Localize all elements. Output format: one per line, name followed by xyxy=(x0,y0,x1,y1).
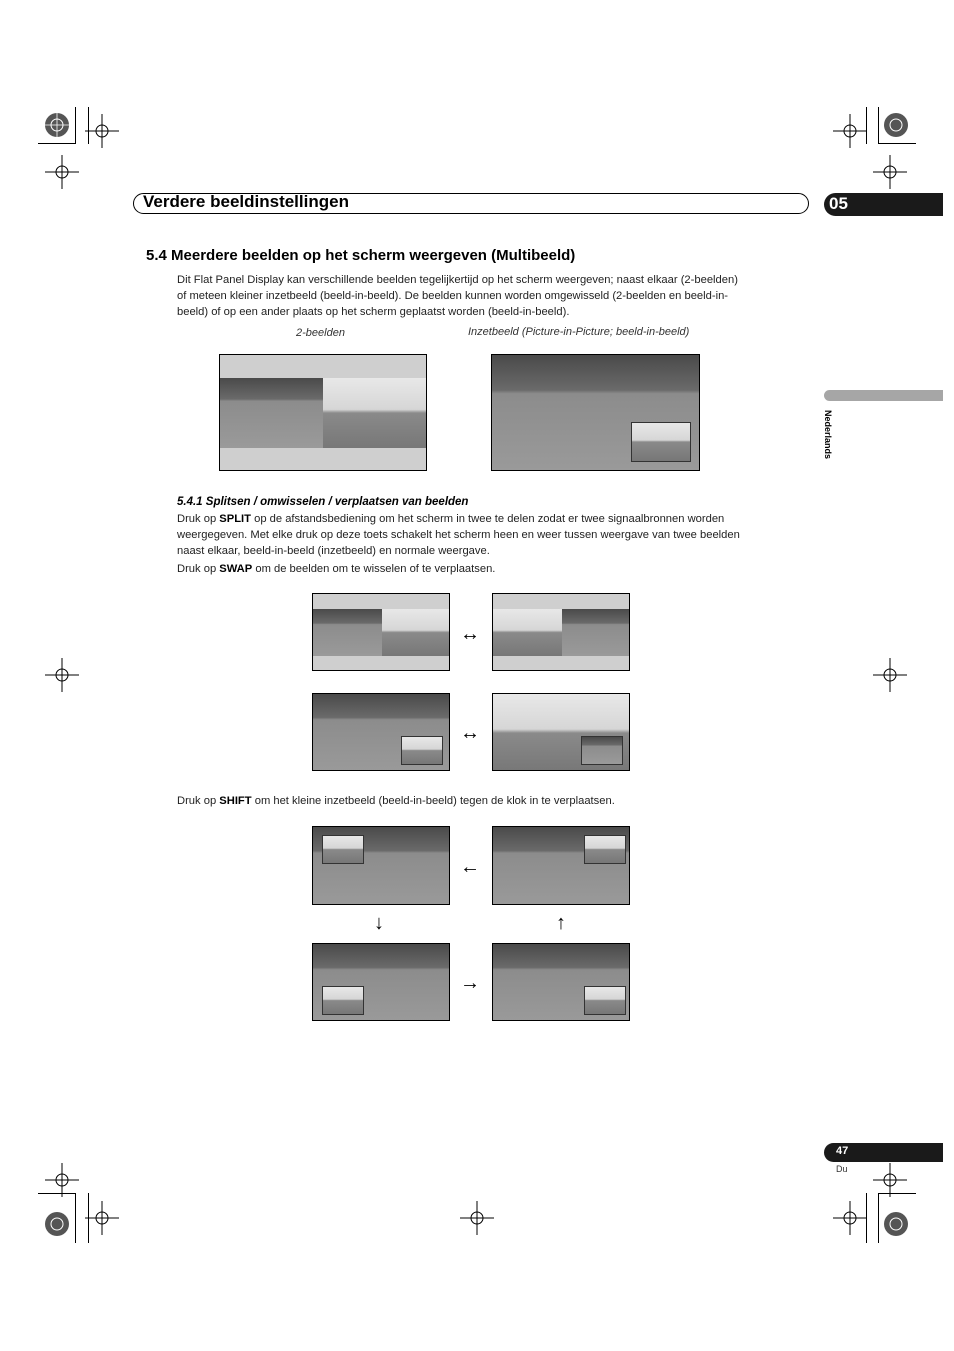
shift-pip-top-right xyxy=(492,826,630,905)
crosshair-icon xyxy=(85,1201,119,1235)
split-line: naast elkaar, beeld-in-beeld (inzetbeeld) en normale weergave. xyxy=(177,545,490,557)
language-label: Nederlands xyxy=(823,410,833,460)
subsection-heading: 5.4.1 Splitsen / omwisselen / verplaatsen van beelden xyxy=(177,496,469,508)
section-heading: 5.4 Meerdere beelden op het scherm weergeven (Multibeeld) xyxy=(146,247,576,264)
page-number: 47 xyxy=(836,1145,849,1157)
pip-illustration xyxy=(491,354,700,471)
arrow-lr-icon: ↔ xyxy=(460,623,480,645)
registration-mark-icon xyxy=(879,1207,913,1241)
crosshair-icon xyxy=(45,155,79,189)
shift-pip-bottom-right xyxy=(492,943,630,1021)
language-tab xyxy=(824,390,943,401)
crosshair-icon xyxy=(833,114,867,148)
caption-pip: Inzetbeeld (Picture-in-Picture; beeld-in-beeld) xyxy=(468,326,690,338)
swap-key: SWAP xyxy=(219,563,253,575)
swap-split-before xyxy=(312,593,450,671)
arrow-down-icon: ↓ xyxy=(374,912,384,934)
crosshair-icon xyxy=(45,1163,79,1197)
caption-split: 2-beelden xyxy=(296,327,345,339)
page-language-code: Du xyxy=(836,1164,848,1174)
swap-pip-after xyxy=(492,693,630,771)
registration-mark-icon xyxy=(879,108,913,142)
arrow-left-icon: ← xyxy=(460,856,480,878)
shift-key: SHIFT xyxy=(219,795,252,807)
split-screen-illustration xyxy=(219,354,427,471)
intro-line: beeld) of op een ander plaats op het scherm geplaatst worden (beeld-in-beeld). xyxy=(177,306,570,318)
arrow-up-icon: ↑ xyxy=(556,912,566,934)
arrow-right-icon: → xyxy=(460,972,480,994)
registration-mark-icon xyxy=(40,1207,74,1241)
intro-line: Dit Flat Panel Display kan verschillende beelden tegelijkertijd op het scherm weergeven; naast elkaar (2-beelden) xyxy=(177,274,738,286)
swap-pip-before xyxy=(312,693,450,771)
crosshair-icon xyxy=(85,114,119,148)
shift-paragraph: Druk op SHIFT om het kleine inzetbeeld (beeld-in-beeld) tegen de klok in te verplaatsen. xyxy=(177,795,615,807)
split-line: weergegeven. Met elke druk op deze toets schakelt het scherm heen en weer tussen weergave van twee beelden xyxy=(177,529,740,541)
crop-line xyxy=(75,107,76,144)
crosshair-icon xyxy=(45,658,79,692)
split-paragraph xyxy=(177,511,809,559)
intro-paragraph xyxy=(177,272,809,320)
split-key: SPLIT xyxy=(219,513,251,525)
crop-line xyxy=(38,143,76,144)
crosshair-icon xyxy=(833,1201,867,1235)
crop-line xyxy=(878,143,916,144)
crop-line xyxy=(75,1193,76,1243)
page-title: Verdere beeldinstellingen xyxy=(143,192,349,211)
swap-split-after xyxy=(492,593,630,671)
intro-line: of meteen kleiner inzetbeeld (beeld-in-beeld). De beelden kunnen worden omgewisseld (2-beelden en beeld-in- xyxy=(177,290,729,302)
shift-pip-bottom-left xyxy=(312,943,450,1021)
registration-mark-icon xyxy=(40,108,74,142)
crosshair-icon xyxy=(873,155,907,189)
crosshair-icon xyxy=(873,658,907,692)
crosshair-icon xyxy=(460,1201,494,1235)
chapter-number: 05 xyxy=(829,194,848,213)
swap-paragraph: Druk op SWAP om de beelden om te wisselen of te verplaatsen. xyxy=(177,563,496,575)
shift-pip-top-left xyxy=(312,826,450,905)
split-line: Druk op SPLIT op de afstandsbediening om het scherm in twee te delen zodat er twee signaalbronnen worden xyxy=(177,513,725,525)
crosshair-icon xyxy=(873,1163,907,1197)
arrow-lr-icon: ↔ xyxy=(460,722,480,744)
